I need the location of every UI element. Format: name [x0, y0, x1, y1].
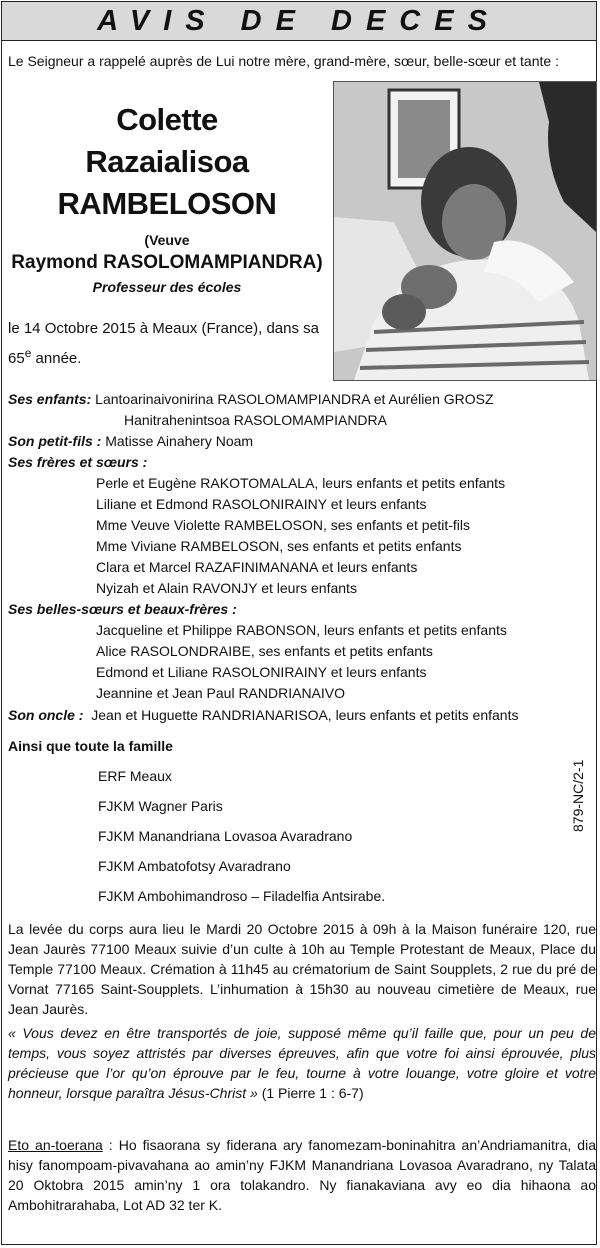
- inlaw-item: Jeannine et Jean Paul RANDRIANAIVO: [96, 685, 346, 701]
- quote-paragraph: [8, 1023, 596, 1103]
- uncle-names: Jean et Huguette RANDRIANARISOA, leurs enfants et petits enfants: [91, 707, 519, 723]
- child-item: Lantoarinaivonirina RASOLOMAMPIANDRA et Aurélien GROSZ: [95, 391, 494, 407]
- age-superscript: e: [24, 346, 32, 360]
- grandson-colon: :: [92, 433, 102, 449]
- children-label: Ses enfants: [8, 391, 87, 407]
- reference-code: 879-NC/2-1: [570, 759, 586, 832]
- notice-frame: [1, 1, 597, 1245]
- siblings-colon: :: [138, 454, 148, 470]
- malagasy-paragraph: [8, 1135, 596, 1215]
- child-item: Hanitrahenintsoa RASOLOMAMPIANDRA: [124, 412, 387, 428]
- deceased-first-name: Colette: [116, 102, 218, 137]
- church-item: FJKM Ambatofotsy Avaradrano: [98, 858, 291, 874]
- header-banner: [2, 2, 596, 41]
- church-item: FJKM Wagner Paris: [98, 798, 223, 814]
- sibling-item: Mme Viviane RAMBELOSON, ses enfants et petits enfants: [96, 538, 462, 554]
- age-suffix: année.: [31, 350, 82, 367]
- veuve-label: (Veuve: [144, 232, 190, 248]
- inlaws-colon: :: [228, 601, 237, 617]
- inlaw-item: Alice RASOLONDRAIBE, ses enfants et petits enfants: [96, 643, 433, 659]
- ceremony-text: La levée du corps aura lieu le Mardi 20 Octobre 2015 à 09h à la Maison funéraire 120, rue Jean Jaurès 77100 Meaux suivie d’un culte à 10h au Temple Protestant de Meaux, Place du Temple 77100 Meaux. Crémation à 11h45 au crématorium de Saint Soupplets, 2 rue du pré de Vornat 77165 Saint-Soupplets. L’inhumation à 15h30 au nouveau cimetière de Meaux, rue Jean Jaurès.: [8, 921, 596, 1017]
- profession: Professeur des écoles: [92, 279, 242, 295]
- deceased-last-name: RAMBELOSON: [57, 186, 277, 221]
- children-colon: :: [86, 391, 92, 407]
- inlaw-item: Edmond et Liliane RASOLONIRAINY et leurs enfants: [96, 664, 427, 680]
- sibling-item: Nyizah et Alain RAVONJY et leurs enfants: [96, 580, 357, 596]
- bible-reference: (1 Pierre 1 : 6-7): [257, 1085, 364, 1101]
- famille-heading: Ainsi que toute la famille: [8, 738, 173, 754]
- church-item: FJKM Ambohimandroso – Filadelfia Antsirabe.: [98, 888, 386, 904]
- uncle-colon: :: [74, 707, 84, 723]
- grandson-name: Matisse Ainahery Noam: [105, 433, 254, 449]
- malagasy-text: : Ho fisaorana sy fiderana ary fanomezam-boninahitra an’Andriamanitra, dia hisy fanompoam-pivavahana ao amin’ny FJKM Manandriana Lovasoa Avaradrano, ny Talata 20 Oktobra 2015 amin’ny 1 ora tolakandro. Ny fianakaviana avy eo dia hihaona ao Ambohitrarahaba, Lot AD 32 ter K.: [8, 1137, 596, 1213]
- inlaws-label: Ses belles-sœurs et beaux-frères: [8, 601, 229, 617]
- grandson-label: Son petit-fils: [8, 433, 93, 449]
- sibling-item: Liliane et Edmond RASOLONIRAINY et leurs enfants: [96, 496, 427, 512]
- church-item: FJKM Manandriana Lovasoa Avaradrano: [98, 828, 353, 844]
- church-item: ERF Meaux: [98, 768, 172, 784]
- portrait-illustration: [334, 82, 596, 380]
- uncle-label: Son oncle: [8, 707, 75, 723]
- sibling-item: Clara et Marcel RAZAFINIMANANA et leurs enfants: [96, 559, 418, 575]
- bible-quote: « Vous devez en être transportés de joie, supposé même qu’il faille que, pour un peu de temps, vous soyez attristés par diverses épreuves, afin que votre foi ainsi éprouvée, plus précieuse que l’or qu’on éprouve par le feu, tourne à votre louange, votre gloire et votre honneur, lorsque paraîtra Jésus-Christ »: [8, 1025, 596, 1101]
- inlaws-heading: [8, 600, 237, 618]
- notice-title: AVIS DE DECES: [97, 5, 501, 37]
- sibling-item: Mme Veuve Violette RAMBELOSON, ses enfants et petit-fils: [96, 517, 471, 533]
- age-number: 65: [8, 350, 25, 367]
- inlaw-item: Jacqueline et Philippe RABONSON, leurs enfants et petits enfants: [96, 622, 507, 638]
- siblings-label: Ses frères et sœurs: [8, 454, 139, 470]
- children-row: [8, 390, 494, 408]
- age-line: [8, 344, 81, 368]
- death-date-line: le 14 Octobre 2015 à Meaux (France), dans sa: [8, 320, 320, 337]
- malagasy-label: Eto an-toerana: [8, 1137, 103, 1153]
- siblings-heading: [8, 453, 147, 471]
- ceremony-paragraph: [8, 919, 596, 1019]
- husband-name: Raymond RASOLOMAMPIANDRA): [11, 252, 323, 273]
- deceased-middle-name: Razaialisoa: [85, 144, 249, 179]
- intro-text: Le Seigneur a rappelé auprès de Lui notre mère, grand-mère, sœur, belle-sœur et tante :: [8, 53, 559, 69]
- grandson-row: [8, 432, 253, 450]
- sibling-item: Perle et Eugène RAKOTOMALALA, leurs enfants et petits enfants: [96, 475, 506, 491]
- portrait-photo: [333, 81, 597, 381]
- uncle-row: [8, 706, 518, 724]
